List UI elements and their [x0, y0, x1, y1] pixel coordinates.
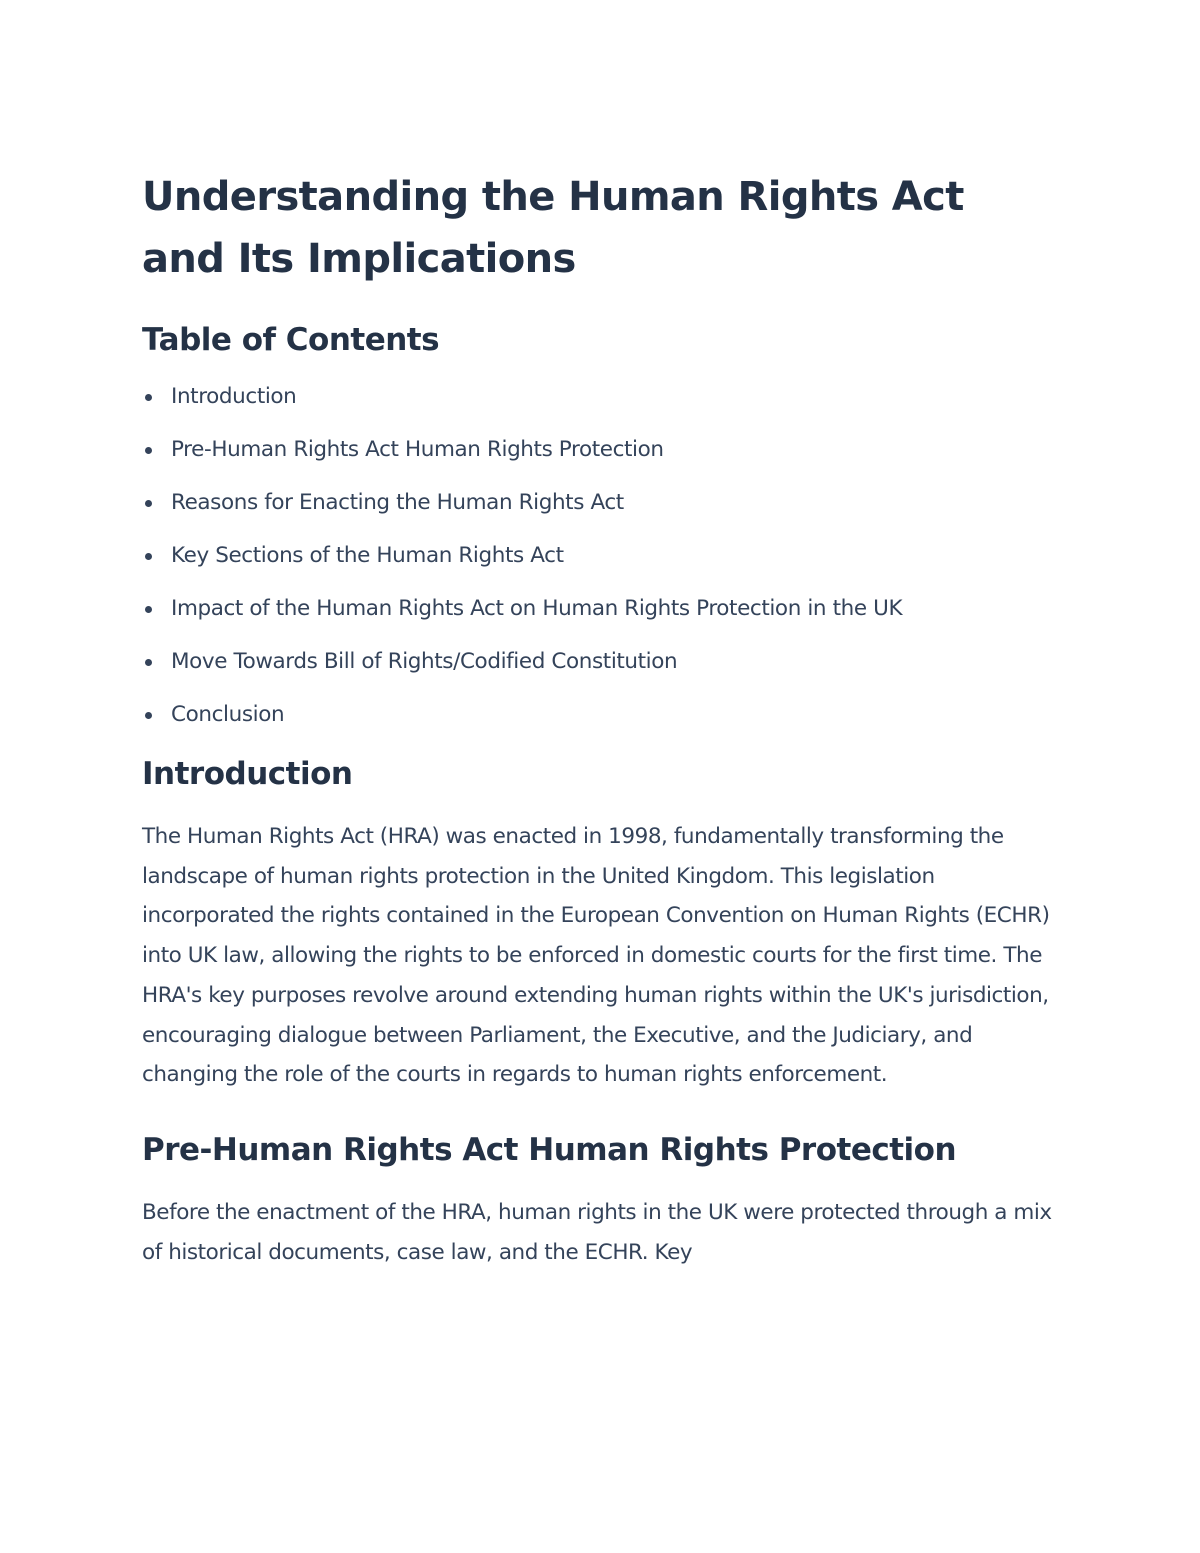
toc-item-reasons[interactable] — [142, 490, 1052, 516]
toc-item-label: Conclusion — [171, 702, 285, 727]
toc-item-pre-hra[interactable] — [142, 437, 1052, 463]
bullet-icon — [145, 659, 152, 666]
document-page — [142, 166, 1052, 1272]
bullet-icon — [145, 712, 152, 719]
toc-item-label: Impact of the Human Rights Act on Human Rights Protection in the UK — [171, 596, 903, 621]
bullet-icon — [145, 553, 152, 560]
bullet-icon — [145, 394, 152, 401]
toc-item-label: Pre-Human Rights Act Human Rights Protection — [171, 437, 664, 462]
toc-item-label: Reasons for Enacting the Human Rights Act — [171, 490, 624, 515]
toc-item-label: Key Sections of the Human Rights Act — [171, 543, 564, 568]
toc-heading: Table of Contents — [142, 322, 440, 358]
section-heading-introduction: Introduction — [142, 756, 353, 792]
document-title: Understanding the Human Rights Act and Its Implications — [142, 174, 964, 282]
section-heading-pre-hra: Pre-Human Rights Act Human Rights Protection — [142, 1131, 957, 1168]
section-body-introduction: The Human Rights Act (HRA) was enacted in 1998, fundamentally transforming the landscape of human rights protection in the United Kingdom. This legislation incorporated the rights contained in the European Convention on Human Rights (ECHR) into UK law, allowing the rights to be enforced in domestic courts for the first time. The HRA's key purposes revolve around extending human rights within the UK's jurisdiction, encouraging dialogue between Parliament, the Executive, and the Judiciary, and changing the role of the courts in regards to human rights enforcement. — [142, 824, 1050, 1088]
toc-item-label: Move Towards Bill of Rights/Codified Constitution — [171, 649, 678, 674]
toc-item-key-sections[interactable] — [142, 543, 1052, 569]
table-of-contents — [142, 384, 1052, 728]
toc-item-impact[interactable] — [142, 596, 1052, 622]
toc-item-conclusion[interactable] — [142, 702, 1052, 728]
toc-item-label: Introduction — [171, 384, 297, 409]
toc-item-introduction[interactable] — [142, 384, 1052, 410]
bullet-icon — [145, 500, 152, 507]
bullet-icon — [145, 447, 152, 454]
toc-item-bill-of-rights[interactable] — [142, 649, 1052, 675]
bullet-icon — [145, 606, 152, 613]
section-body-pre-hra: Before the enactment of the HRA, human rights in the UK were protected through a mix of historical documents, case law, and the ECHR. Key — [142, 1199, 1052, 1265]
